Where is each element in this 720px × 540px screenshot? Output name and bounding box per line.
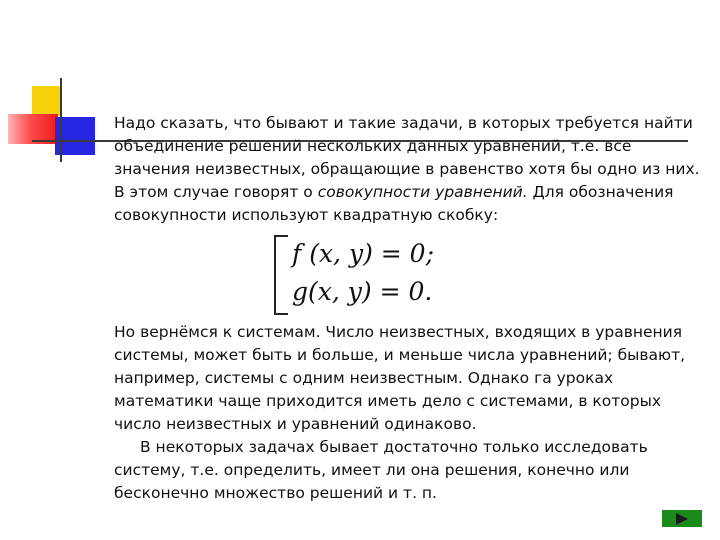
paragraph1-text: Надо сказать, что бывают и такие задачи, в которых требуется найти объединение решений нескольких данных уравнений, т.е. все значения неизвестных, обращающие в равенство хотя бы одно из них. В этом случае говорят о bbox=[114, 114, 700, 201]
equation-g: g(x, y) = 0. bbox=[292, 277, 433, 306]
square-bracket bbox=[274, 235, 288, 315]
paragraph1-emphasis: совокупности уравнений. bbox=[317, 183, 528, 201]
equation-f: f (x, y) = 0; bbox=[292, 239, 434, 268]
paragraph-investigation: В некоторых задачах бывает достаточно только исследовать систему, т.е. определить, имеет ли она решения, конечно или бесконечно множество решений и т. п. bbox=[114, 438, 648, 502]
paragraph-systems: Но вернёмся к системам. Число неизвестных, входящих в уравнения системы, может быть и больше, и меньше числа уравнений; бывают, например, системы с одним неизвестным. Однако га уроках математики чаще приходится иметь дело с системами, в которых число неизвестных и уравнений одинаково. bbox=[114, 323, 686, 433]
ornament-vertical-line bbox=[60, 78, 62, 162]
paragraph-union-of-equations bbox=[114, 112, 704, 227]
slide-content bbox=[114, 112, 704, 505]
ornament-yellow-square bbox=[32, 86, 62, 116]
paragraph1-text-end: Для обозначения совокупности используют квадратную скобку: bbox=[114, 183, 674, 224]
equation-collection bbox=[114, 233, 704, 317]
next-slide-button[interactable] bbox=[662, 510, 702, 527]
play-arrow-icon bbox=[676, 513, 688, 525]
